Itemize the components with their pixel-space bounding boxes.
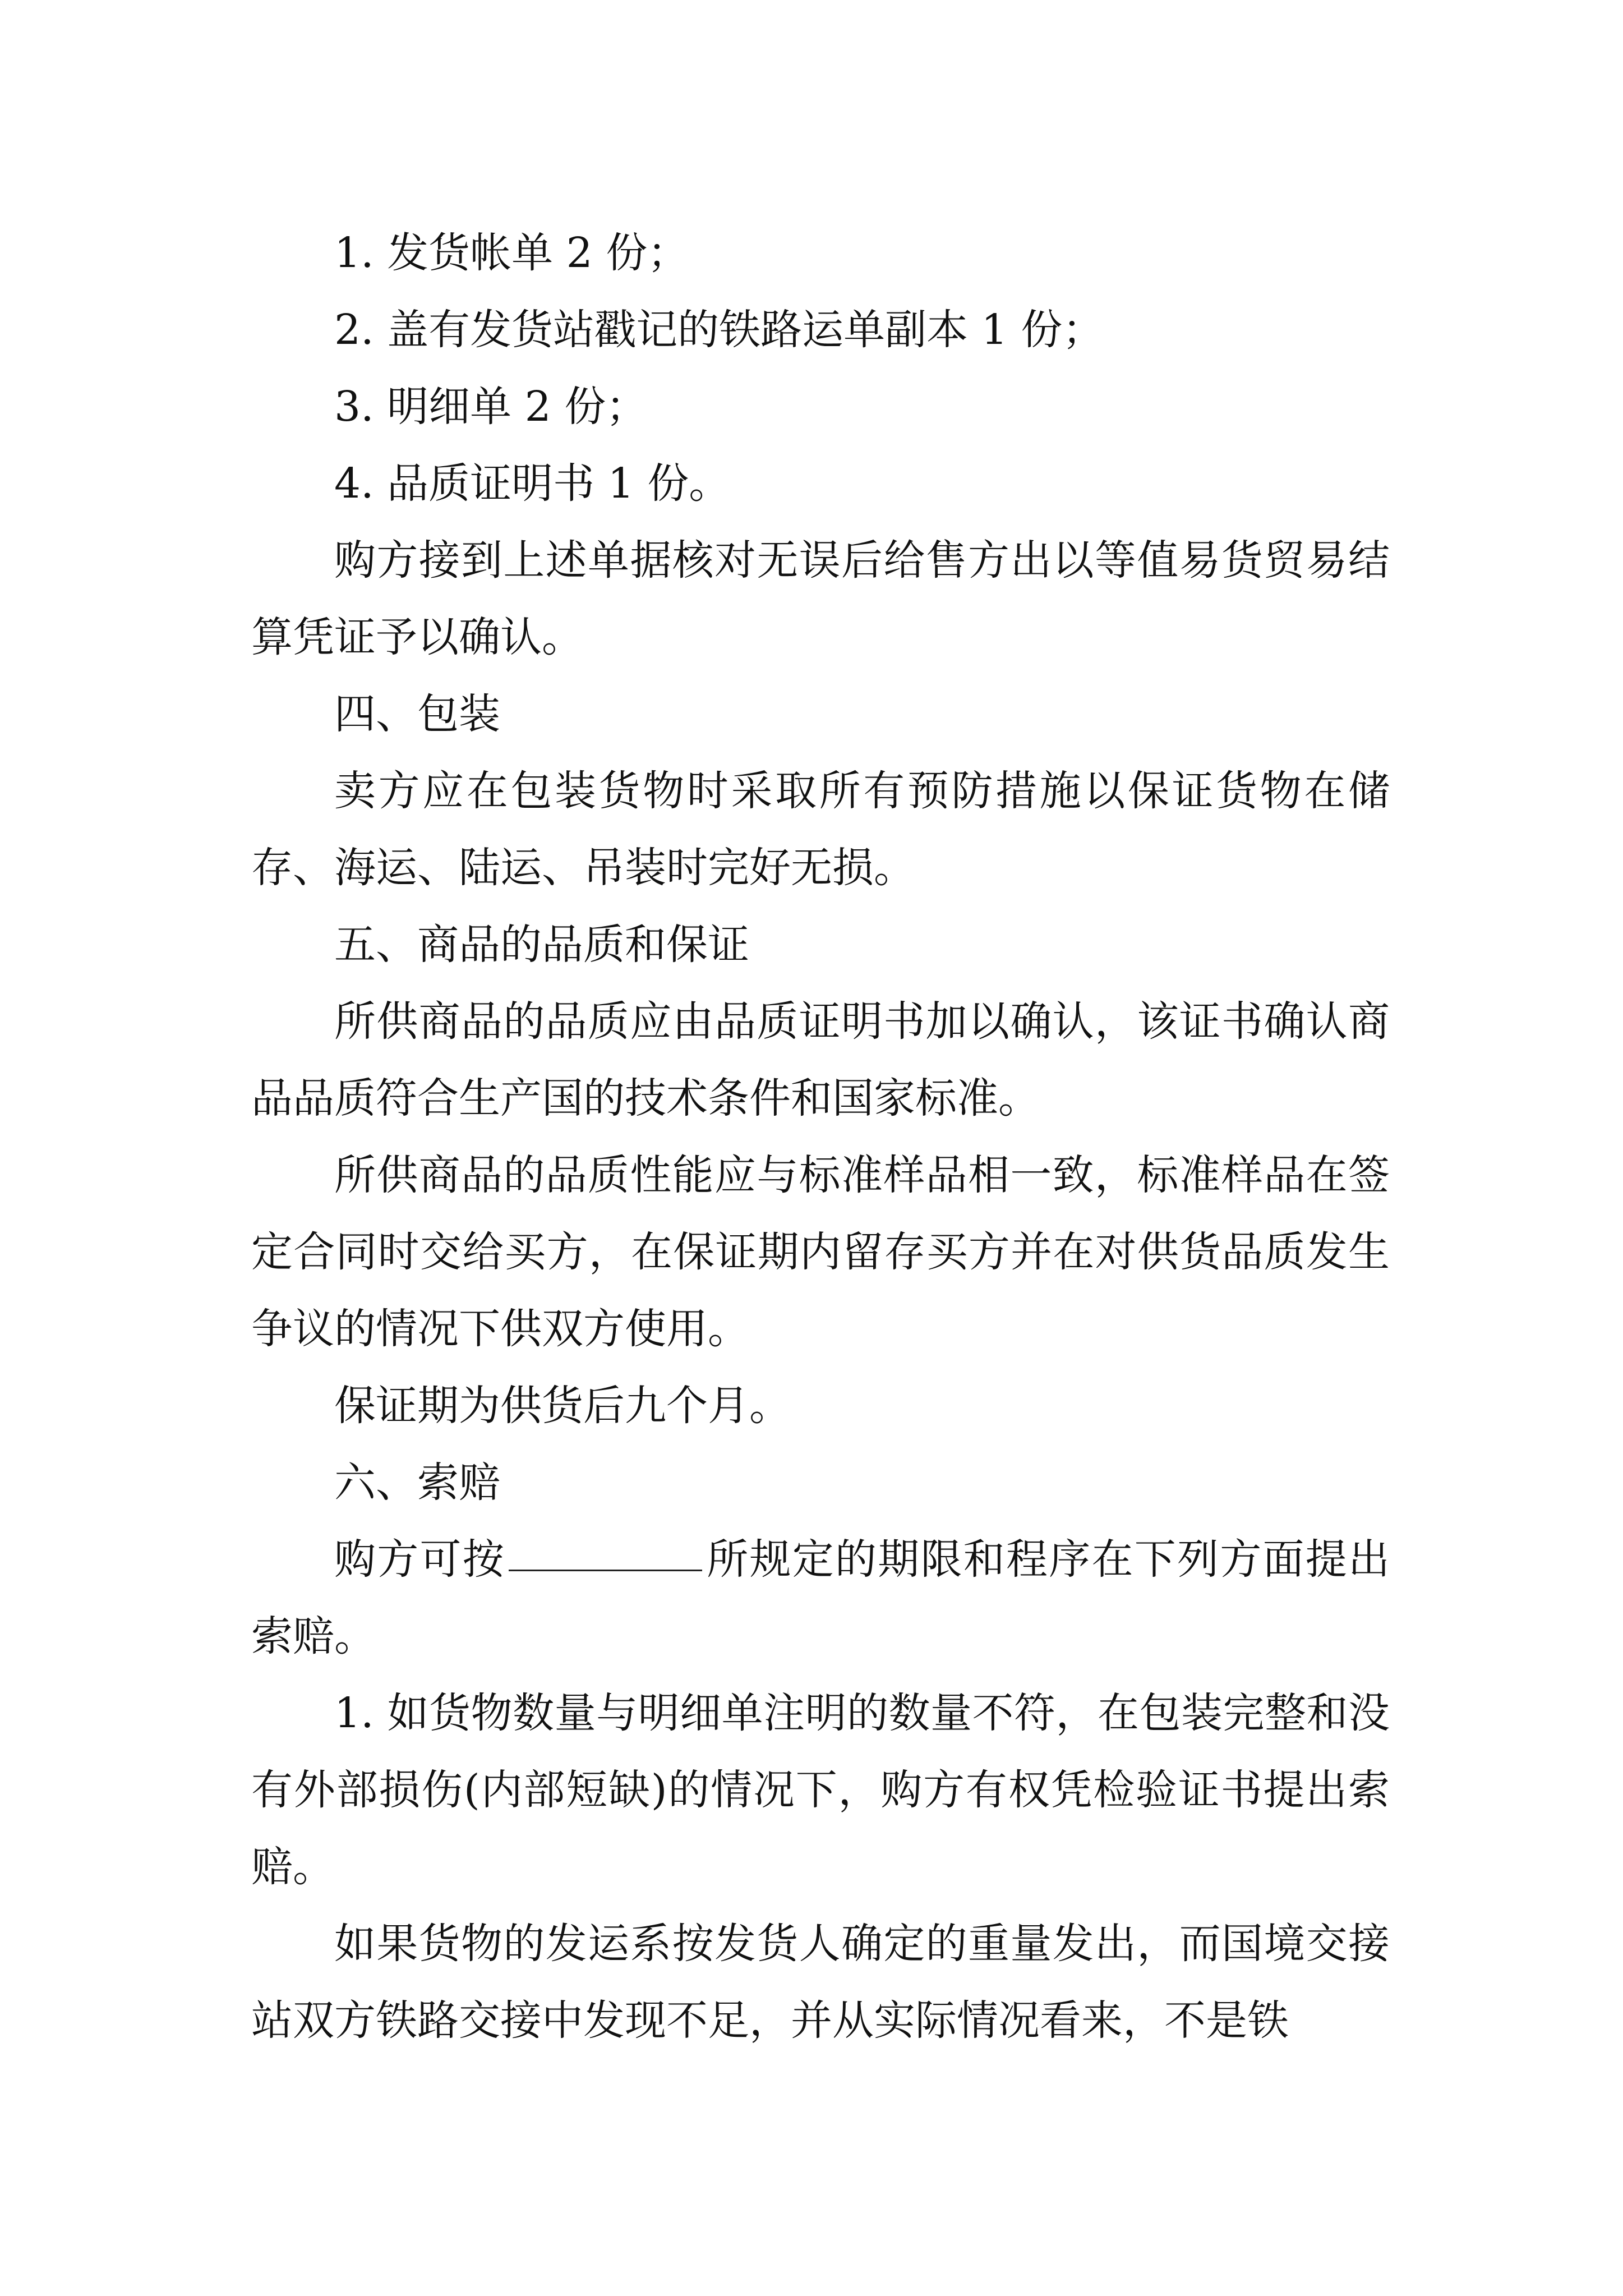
section-heading-quality: 五、商品的品质和保证 bbox=[334, 921, 749, 969]
paragraph-settlement: 购方接到上述单据核对无误后给售方出以等值易货贸易结算凭证予以确认。 bbox=[251, 536, 1390, 661]
paragraph-claim-weight: 如果货物的发运系按发货人确定的重量发出，而国境交接站双方铁路交接中发现不足，并从实际情况看来，不是铁 bbox=[251, 1920, 1390, 2045]
section-heading-claims: 六、索赔 bbox=[334, 1458, 500, 1507]
paragraph-claims-intro bbox=[251, 1521, 1390, 1675]
fill-in-blank bbox=[509, 1569, 702, 1571]
claims-text-after: 所规定的期限和程序在下列方面提出索赔。 bbox=[251, 1535, 1390, 1660]
paragraph-warranty-period: 保证期为供货后九个月。 bbox=[334, 1382, 791, 1430]
paragraph-item-1: 1. 发货帐单 2 份； bbox=[334, 229, 689, 277]
paragraph-quality-certificate: 所供商品的品质应由品质证明书加以确认，该证书确认商品品质符合生产国的技术条件和国家标准。 bbox=[251, 997, 1390, 1122]
paragraph-item-2: 2. 盖有发货站戳记的铁路运单副本 1 份； bbox=[334, 306, 1104, 354]
paragraph-claim-quantity: 1. 如货物数量与明细单注明的数量不符，在包装完整和没有外部损伤(内部短缺)的情况下，购方有权凭检验证书提出索赔。 bbox=[251, 1689, 1390, 1891]
paragraph-packaging: 卖方应在包装货物时采取所有预防措施以保证货物在储存、海运、陆运、吊装时完好无损。 bbox=[251, 767, 1390, 892]
paragraph-quality-sample: 所供商品的品质性能应与标准样品相一致，标准样品在签定合同时交给买方，在保证期内留存买方并在对供货品质发生争议的情况下供双方使用。 bbox=[251, 1151, 1390, 1353]
section-heading-packaging: 四、包装 bbox=[334, 690, 500, 738]
paragraph-item-4: 4. 品质证明书 1 份。 bbox=[334, 459, 731, 508]
paragraph-item-3: 3. 明细单 2 份； bbox=[334, 383, 648, 431]
document-body bbox=[251, 215, 1390, 2059]
claims-text-before: 购方可按 bbox=[334, 1535, 505, 1584]
